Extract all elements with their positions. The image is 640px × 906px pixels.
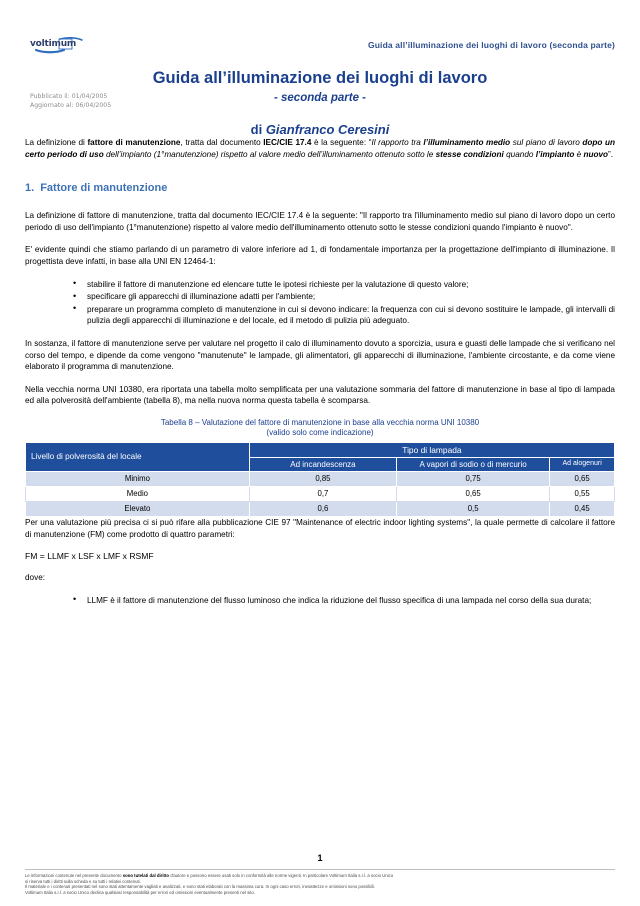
page-footer	[0, 853, 640, 896]
formula-fm: FM = LLMF x LSF x LMF x RSMF	[25, 551, 154, 562]
definitions-list	[25, 595, 615, 607]
table-cell-label: Elevato	[26, 501, 250, 516]
page-number: 1	[317, 852, 323, 863]
footer-line1-seg-a: Le informazioni contenute nel presente documento	[25, 872, 123, 878]
author-line	[0, 122, 640, 137]
table-caption-line1: Tabella 8 – Valutazione del fattore di manutenzione in base alla vecchia norma UNI 10380	[160, 417, 480, 427]
page-title: Guida all’illuminazione dei luoghi di lavoro	[152, 69, 488, 87]
intro-italic-3: dell’impianto (1°manutenzione) rispetto al valore medio dell’illuminamento ottenuto sotto le	[103, 149, 436, 159]
section1-paragraph-1: La definizione di fattore di manutenzione, tratta dal documento IEC/CIE 17.4 è la seguente: "Il rapporto tra l'illuminamento medio sul piano di lavoro dopo un certo periodo di uso dell'impianto (1°manutenzione) rispetto al valore medio dell'illuminamento ottenuto sotto le stesse condizioni quando l'impianto è nuovo".	[25, 211, 615, 232]
table-cell-value: 0,75	[397, 471, 550, 486]
voltimum-logo	[30, 36, 94, 54]
section1-paragraph-4: Nella vecchia norma UNI 10380, era riportata una tabella molto semplificata per una valutazione sommaria del fattore di manutenzione in base al tipo di lampada ed alla polverosità dell'ambiente (tabella 8), ma nella nuova norma questa tabella è scomparsa.	[25, 384, 615, 406]
table-header-col-alogenuri: Ad alogenuri	[550, 457, 615, 471]
page-subtitle: - seconda parte -	[273, 92, 367, 104]
section-heading-1	[25, 182, 615, 194]
published-date: Pubblicato il: 01/04/2005	[30, 93, 108, 100]
footer-line1-bold: sono tutelati dal diritto	[122, 872, 170, 878]
list-item: • specificare gli apparecchi di illuminazione adatti per l'ambiente;	[73, 291, 615, 303]
intro-bi-1: l’illuminamento medio	[423, 138, 511, 147]
table-cell-label: Medio	[26, 486, 250, 501]
table-header-col-incandescenza: Ad incandescenza	[249, 457, 396, 471]
table-header-row-group	[26, 442, 615, 457]
intro-seg-3: è la seguente: “	[311, 138, 372, 147]
intro-seg-1: La definizione di	[25, 138, 88, 147]
section1-paragraph-2: E' evidente quindi che stiamo parlando di un parametro di valore inferiore ad 1, di fondamentale importanza per la progettazione dell'impianto di illuminazione. Il progettista deve infatti, in base alla UNI EN 12464-1:	[25, 245, 615, 266]
publication-dates	[30, 93, 111, 110]
table-cell-value: 0,6	[249, 501, 396, 516]
footer-line-3: Il materiale e i contenuti presentati nel sono stati attentamente vagliati e analizzati, e sono stati elaborati con la massima cura. In ogni caso errori, inesattezze e omissioni sono possibili.	[25, 884, 375, 890]
table-header	[26, 442, 615, 471]
table-header-col-vapori: A vapori di sodio o di mercurio	[397, 457, 550, 471]
footer-line-2: si riserva tutti i diritti sulla scheda e su tutti i relativi contenuti.	[25, 878, 141, 884]
table-row	[26, 471, 615, 486]
author-prefix: di	[250, 122, 266, 137]
intro-bold-fattore: fattore di manutenzione	[87, 138, 181, 147]
intro-bi-2: dopo un certo periodo di uso	[25, 138, 616, 159]
page-header	[0, 0, 640, 66]
intro-italic-2: sul piano di lavoro	[510, 138, 583, 147]
intro-bi-4: l’impianto	[535, 149, 575, 159]
footer-line1-seg-c: d'autore e possono essere usati solo in conformità alle norme vigenti. In particolare Voltimum Italia s.r.l. a socio Unico	[169, 872, 394, 878]
table-header-rowlabel: Livello di polverosità del locale	[26, 442, 250, 471]
intro-bi-5: nuovo	[583, 149, 609, 159]
table-body	[26, 471, 615, 516]
section1-paragraph-5: Per una valutazione più precisa ci si può rifare alla pubblicazione CIE 97 "Maintenance of electric indoor lighting systems", la quale permette di calcolare il fattore di manutenzione (FM) come prodotto di quattro parametri:	[25, 517, 615, 539]
footer-disclaimer	[25, 873, 615, 896]
table-row	[26, 486, 615, 501]
intro-italic-1: Il rapporto tra	[371, 138, 424, 147]
table-row	[26, 501, 615, 516]
footer-divider	[25, 869, 615, 870]
intro-seg-end: ”.	[608, 149, 614, 159]
section-number: 1.	[25, 182, 35, 195]
dove-label: dove:	[25, 573, 46, 583]
section-title: Fattore di manutenzione	[40, 182, 168, 195]
table-cell-value: 0,65	[397, 486, 550, 501]
intro-bi-3: stesse condizioni	[435, 149, 504, 159]
updated-date: Aggiornato al: 06/04/2005	[30, 101, 112, 109]
list-item: • LLMF è il fattore di manutenzione del flusso luminoso che indica la riduzione del flusso specifica di una lampada nel corso della sua durata;	[73, 595, 615, 607]
running-header-title: Guida all’illuminazione dei luoghi di lavoro (seconda parte)	[367, 40, 615, 50]
document-content	[0, 137, 640, 606]
footer-line-4: Voltimum Italia s.r.l. a socio Unico declina qualsiasi responsabilità per errori ed omissioni eventualmente presenti nel sito.	[25, 890, 255, 896]
list-item: • preparare un programma completo di manutenzione in cui si devono indicare: la frequenza con cui si devono sostituire le lampade, gli intervalli di pulizia degli apparecchi di illuminazione e del locale, ed il metodo di pulizia più adeguato.	[73, 304, 615, 327]
requirements-list	[25, 279, 615, 327]
table-cell-value: 0,85	[249, 471, 396, 486]
maintenance-factor-table	[25, 442, 615, 517]
table-cell-value: 0,65	[550, 471, 615, 486]
table-header-group: Tipo di lampada	[249, 442, 614, 457]
intro-italic-5: è	[574, 149, 584, 159]
intro-bold-standard: IEC/CIE 17.4	[263, 138, 312, 147]
table-cell-value: 0,45	[550, 501, 615, 516]
intro-seg-2: , tratta dal documento	[180, 138, 264, 147]
table-cell-value: 0,7	[249, 486, 396, 501]
table-cell-value: 0,5	[397, 501, 550, 516]
table-caption-line2: (valido solo come indicazione)	[266, 428, 374, 438]
logo-wordmark: voltimum	[30, 39, 77, 49]
author-name: Gianfranco Ceresini	[265, 122, 390, 137]
list-item: • stabilire il fattore di manutenzione ed elencare tutte le ipotesi richieste per la valutazione di questo valore;	[73, 279, 615, 291]
table-caption	[25, 418, 615, 439]
intro-paragraph	[25, 137, 615, 160]
section1-paragraph-3: In sostanza, il fattore di manutenzione serve per valutare nel progetto il calo di illuminamento dovuto a sporcizia, usura e guasti delle lampade che si verificano nel corso del tempo, e dipende da come vengono "manutenute" le lampade, gli alimentatori, gli apparecchi di illuminazione, l'ambiente circostante, e da come viene elaborato il programma di manutenzione.	[25, 338, 615, 372]
intro-italic-4: quando	[503, 149, 536, 159]
table-cell-value: 0,55	[550, 486, 615, 501]
table-cell-label: Minimo	[26, 471, 250, 486]
